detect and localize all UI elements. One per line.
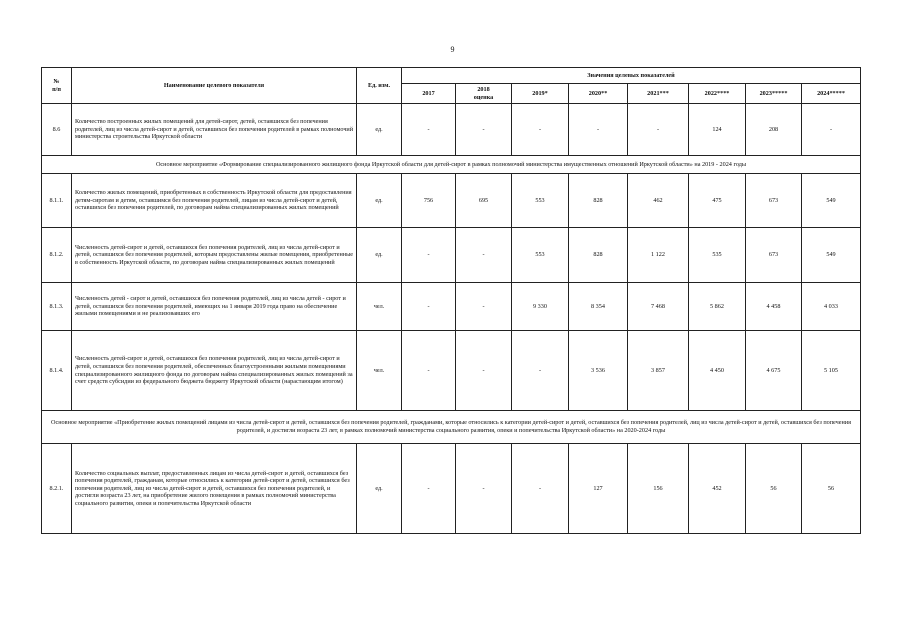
indicator-name: Количество жилых помещений, приобретенных в собственность Иркутской области для предоставления детям-сиротам и детям, оставшимся без попечения родителей, лицам из числа детей-сирот и детей, оставшихся без попечения родителей, по договорам найма специализированных жилых помещений (72, 174, 357, 228)
value-cell: - (402, 228, 456, 283)
section-title: Основное мероприятие «Приобретение жилых помещений лицами из числа детей-сирот и детей, оставшихся без попечения родителей, гражданами, которые относились к категории детей-сирот и детей, оставшихся без попечения родителей, лиц из числа детей-сирот и детей, оставшихся без попечения родителей, и достигли возраста 23 лет, в рамках полномочий министерства социального развития, опеки и попечительства Иркутской области» на 2020-2024 годы (42, 411, 861, 444)
indicator-name: Численность детей-сирот и детей, оставшихся без попечения родителей, лиц из числа детей-сирот и детей, оставшихся без попечения родителей, обеспеченных благоустроенными жилыми помещениями специализированного жилищного фонда по договорам найма специализированных жилых помещений за счет средств субсидии из федерального бюджета бюджету Иркутской области (нарастающим итогом) (72, 331, 357, 411)
value-cell: 56 (746, 444, 802, 534)
row-number: 8.1.3. (42, 283, 72, 331)
value-cell: 673 (746, 174, 802, 228)
value-cell: - (402, 104, 456, 156)
value-cell: - (456, 104, 512, 156)
unit-cell: ед. (357, 444, 402, 534)
value-cell: 553 (512, 174, 569, 228)
value-cell: 549 (802, 174, 861, 228)
value-cell: 156 (628, 444, 689, 534)
value-cell: - (402, 444, 456, 534)
header-num: № п/п (42, 68, 72, 104)
target-indicators-table (41, 67, 861, 534)
value-cell: 4 033 (802, 283, 861, 331)
header-year: 2024***** (802, 84, 861, 104)
value-cell: - (512, 104, 569, 156)
header-unit: Ед. изм. (357, 68, 402, 104)
value-cell: 4 675 (746, 331, 802, 411)
row-number: 8.1.2. (42, 228, 72, 283)
row-number: 8.2.1. (42, 444, 72, 534)
value-cell: 535 (689, 228, 746, 283)
value-cell: 56 (802, 444, 861, 534)
table-row (42, 444, 861, 534)
section-row (42, 156, 861, 174)
value-cell: 9 330 (512, 283, 569, 331)
value-cell: 475 (689, 174, 746, 228)
value-cell: 673 (746, 228, 802, 283)
indicator-name: Численность детей-сирот и детей, оставшихся без попечения родителей, лиц из числа детей-сирот и детей, оставшихся без попечения родителей, которым предоставлены жилые помещения, приобретенные в собственность Иркутской области, по договорам найма специализированных жилых помещений (72, 228, 357, 283)
value-cell: 4 450 (689, 331, 746, 411)
header-year: 2021*** (628, 84, 689, 104)
value-cell: - (456, 283, 512, 331)
value-cell: 452 (689, 444, 746, 534)
unit-cell: ед. (357, 104, 402, 156)
page-number: 9 (450, 45, 455, 54)
header-year: 2017 (402, 84, 456, 104)
indicator-name: Численность детей - сирот и детей, оставшихся без попечения родителей, лиц из числа детей - сирот и детей, оставшихся без попечения родителей, имеющих на 1 января 2019 года право на обеспечение жилыми помещениями и не реализовавших его (72, 283, 357, 331)
row-number: 8.1.1. (42, 174, 72, 228)
value-cell: 756 (402, 174, 456, 228)
value-cell: 549 (802, 228, 861, 283)
header-year: 2018 оценка (456, 84, 512, 104)
value-cell: 124 (689, 104, 746, 156)
value-cell: 8 354 (569, 283, 628, 331)
value-cell: - (569, 104, 628, 156)
unit-cell: ед. (357, 228, 402, 283)
value-cell: 127 (569, 444, 628, 534)
value-cell: 5 862 (689, 283, 746, 331)
header-year: 2020** (569, 84, 628, 104)
unit-cell: ед. (357, 174, 402, 228)
value-cell: - (512, 331, 569, 411)
value-cell: 828 (569, 174, 628, 228)
value-cell: 3 536 (569, 331, 628, 411)
value-cell: - (456, 228, 512, 283)
value-cell: - (402, 283, 456, 331)
value-cell: 7 468 (628, 283, 689, 331)
section-title: Основное мероприятие «Формирование специализированного жилищного фонда Иркутской области для детей-сирот в рамках полномочий министерства имущественных отношений Иркутской области» на 2019 - 2024 годы (42, 156, 861, 174)
table-row (42, 104, 861, 156)
value-cell: 828 (569, 228, 628, 283)
value-cell: 3 857 (628, 331, 689, 411)
header-year: 2022**** (689, 84, 746, 104)
header-year: 2019* (512, 84, 569, 104)
row-number: 8.1.4. (42, 331, 72, 411)
value-cell: 5 105 (802, 331, 861, 411)
table-row (42, 331, 861, 411)
value-cell: 553 (512, 228, 569, 283)
value-cell: 208 (746, 104, 802, 156)
value-cell: - (628, 104, 689, 156)
value-cell: - (802, 104, 861, 156)
row-number: 8.6 (42, 104, 72, 156)
table-row (42, 174, 861, 228)
header-name: Наименование целевого показателя (72, 68, 357, 104)
unit-cell: чел. (357, 283, 402, 331)
table-row (42, 283, 861, 331)
header-year: 2023***** (746, 84, 802, 104)
value-cell: 695 (456, 174, 512, 228)
indicator-name: Количество социальных выплат, предоставленных лицам из числа детей-сирот и детей, оставшихся без попечения родителей, гражданам, которые относились к категории детей-сирот и детей, оставшихся без попечения родителей, лиц из числа детей-сирот и детей, оставшихся без попечения родителей, и достигли возраста 23 лет, на приобретение жилого помещения в рамках полномочий министерства социального развития, опеки и попечительства Иркутской области (72, 444, 357, 534)
indicator-name: Количество построенных жилых помещений для детей-сирот, детей, оставшихся без попечения родителей, лиц из числа детей-сирот и детей, оставшихся без попечения родителей в рамках полномочий министерства строительства Иркутской области (72, 104, 357, 156)
value-cell: - (402, 331, 456, 411)
value-cell: 4 458 (746, 283, 802, 331)
table-row (42, 228, 861, 283)
value-cell: - (456, 444, 512, 534)
header-values: Значения целевых показателей (402, 68, 861, 84)
value-cell: - (456, 331, 512, 411)
value-cell: - (512, 444, 569, 534)
unit-cell: чел. (357, 331, 402, 411)
value-cell: 1 122 (628, 228, 689, 283)
section-row (42, 411, 861, 444)
value-cell: 462 (628, 174, 689, 228)
